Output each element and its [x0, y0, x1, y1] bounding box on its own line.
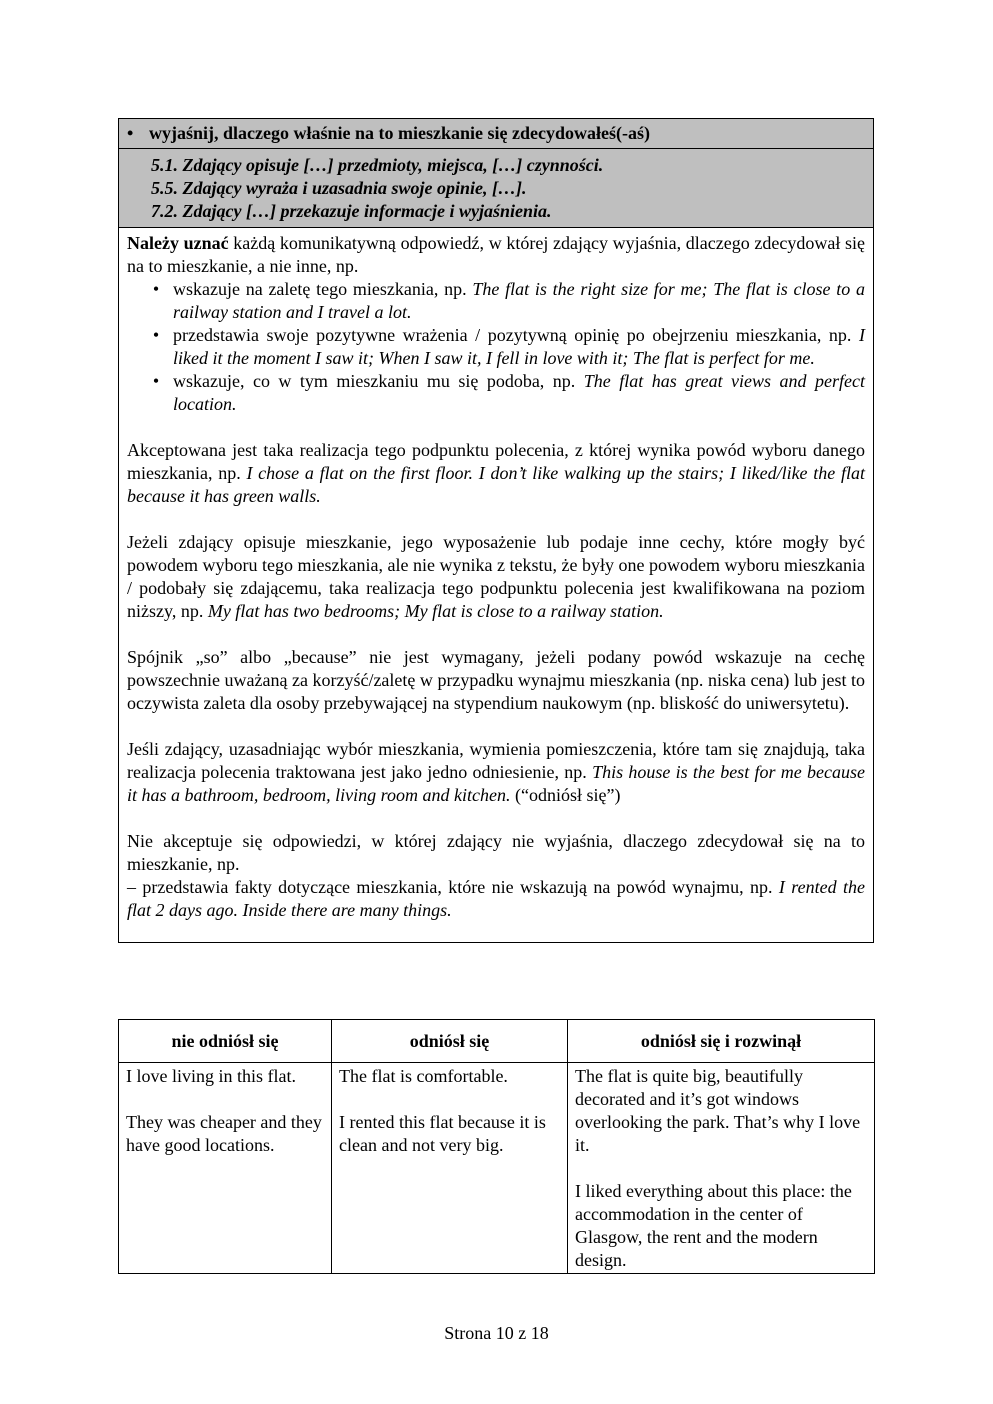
task-header-text: wyjaśnij, dlaczego właśnie na to mieszkanie się zdecydowałeś(-aś) [149, 123, 650, 143]
paragraph-example: This house is the best for me because it has a bathroom, bedroom, living room and kitchen. [127, 762, 865, 805]
bullet-icon: • [152, 279, 160, 299]
intro-text: każdą komunikatywną odpowiedź, w której zdający wyjaśnia, dlaczego zdecydował się na to mieszkanie, a nie inne, np. [127, 233, 865, 276]
rejection-detail [127, 876, 865, 922]
paragraph-example: My flat has two bedrooms; My flat is close to a railway station. [207, 601, 664, 621]
table-cell [119, 1063, 332, 1274]
list-item-example: I liked it the moment I saw it; When I saw it, I fell in love with it; The flat is perfect for me. [173, 325, 865, 368]
bullet-icon: • [127, 123, 134, 143]
example-answer: The flat is quite big, beautifully decorated and it’s got windows overlooking the park. That’s why I love it. [575, 1066, 861, 1155]
rejection-paragraph [127, 830, 865, 876]
paragraph-tail: (“odniósł się”) [510, 785, 621, 805]
table-cell [332, 1063, 568, 1274]
column-header: nie odniósł się [119, 1020, 332, 1063]
paragraph [127, 646, 865, 715]
requirement-line: 7.2. Zdający […] przekazuje informacje i wyjaśnienia. [151, 201, 552, 221]
example-answer: They was cheaper and they have good locations. [126, 1112, 322, 1155]
paragraph-text: Akceptowana jest taka realizacja tego podpunktu polecenia, z której wynika powód wyboru danego mieszkania, np. [127, 440, 865, 483]
list-item-text: wskazuje, co w tym mieszkaniu mu się podoba, np. [173, 371, 584, 391]
example-answer: I liked everything about this place: the accommodation in the center of Glasgow, the rent and the modern design. [575, 1181, 852, 1270]
accepted-list [127, 278, 865, 416]
paragraph-example: I chose a flat on the first floor. I don’t like walking up the stairs; I liked/like the flat because it has green walls. [127, 463, 866, 506]
list-item-example: The flat is the right size for me; The flat is close to a railway station and I travel a lot. [173, 279, 865, 322]
intro-bold: Należy uznać [127, 233, 229, 253]
rejection-detail-text: – przedstawia fakty dotyczące mieszkania, które nie wskazują na powód wynajmu, np. [127, 877, 779, 897]
table-header-row [119, 1020, 875, 1063]
table-cell [568, 1063, 875, 1274]
paragraph [127, 738, 865, 807]
paragraph [127, 439, 865, 508]
requirement-line: 5.1. Zdający opisuje […] przedmioty, miejsca, […] czynności. [151, 155, 604, 175]
column-header: odniósł się [332, 1020, 568, 1063]
list-item-text: przedstawia swoje pozytywne wrażenia / pozytywną opinię po obejrzeniu mieszkania, np. [173, 325, 859, 345]
page-number: Strona 10 z 18 [444, 1323, 549, 1343]
list-item [127, 278, 865, 324]
example-answer: I rented this flat because it is clean and not very big. [339, 1112, 546, 1155]
rejection-example: I rented the flat 2 days ago. Inside there are many things. [127, 877, 865, 920]
paragraph-text: Jeżeli zdający opisuje mieszkanie, jego wyposażenie lub podaje inne cechy, które mogły być powodem wyboru tego mieszkania, ale nie wynika z tekstu, że były one powodem wyboru mieszkania / podobały się zdającemu, taka realizacja tego podpunktu polecenia jest kwalifikowana na poziom niższy, np. [127, 532, 865, 621]
column-header: odniósł się i rozwinął [568, 1020, 875, 1063]
requirement-line: 5.5. Zdający wyraża i uzasadnia swoje opinie, […]. [151, 178, 527, 198]
paragraph [127, 531, 865, 623]
list-item-text: wskazuje na zaletę tego mieszkania, np. [173, 279, 473, 299]
list-item [127, 370, 865, 416]
rejection-text: Nie akceptuje się odpowiedzi, w której zdający nie wyjaśnia, dlaczego zdecydował się na to mieszkanie, np. [127, 831, 865, 874]
examples-table [118, 1019, 875, 1274]
criteria-box [118, 118, 874, 943]
requirements-block [119, 149, 873, 228]
intro-paragraph [127, 232, 865, 278]
bullet-icon: • [152, 371, 160, 391]
paragraph-text: Spójnik „so” albo „because” nie jest wymagany, jeżeli podany powód wskazuje na cechę powszechnie uważaną za korzyść/zaletę w przypadku wynajmu mieszkania (np. niska cena) lub jest to oczywista zaleta dla osoby przebywającej na stypendium naukowym (np. bliskość do uniwersytetu). [127, 647, 865, 713]
criteria-content [119, 228, 873, 942]
list-item [127, 324, 865, 370]
list-item-example: The flat has great views and perfect location. [173, 371, 865, 414]
bullet-icon: • [152, 325, 160, 345]
table-row [119, 1063, 875, 1274]
paragraph-text: Jeśli zdający, uzasadniając wybór mieszkania, wymienia pomieszczenia, które tam się znajdują, taka realizacja polecenia traktowana jest jako jedno odniesienie, np. [127, 739, 865, 782]
task-header [119, 119, 873, 149]
example-answer: I love living in this flat. [126, 1066, 296, 1086]
example-answer: The flat is comfortable. [339, 1066, 508, 1086]
